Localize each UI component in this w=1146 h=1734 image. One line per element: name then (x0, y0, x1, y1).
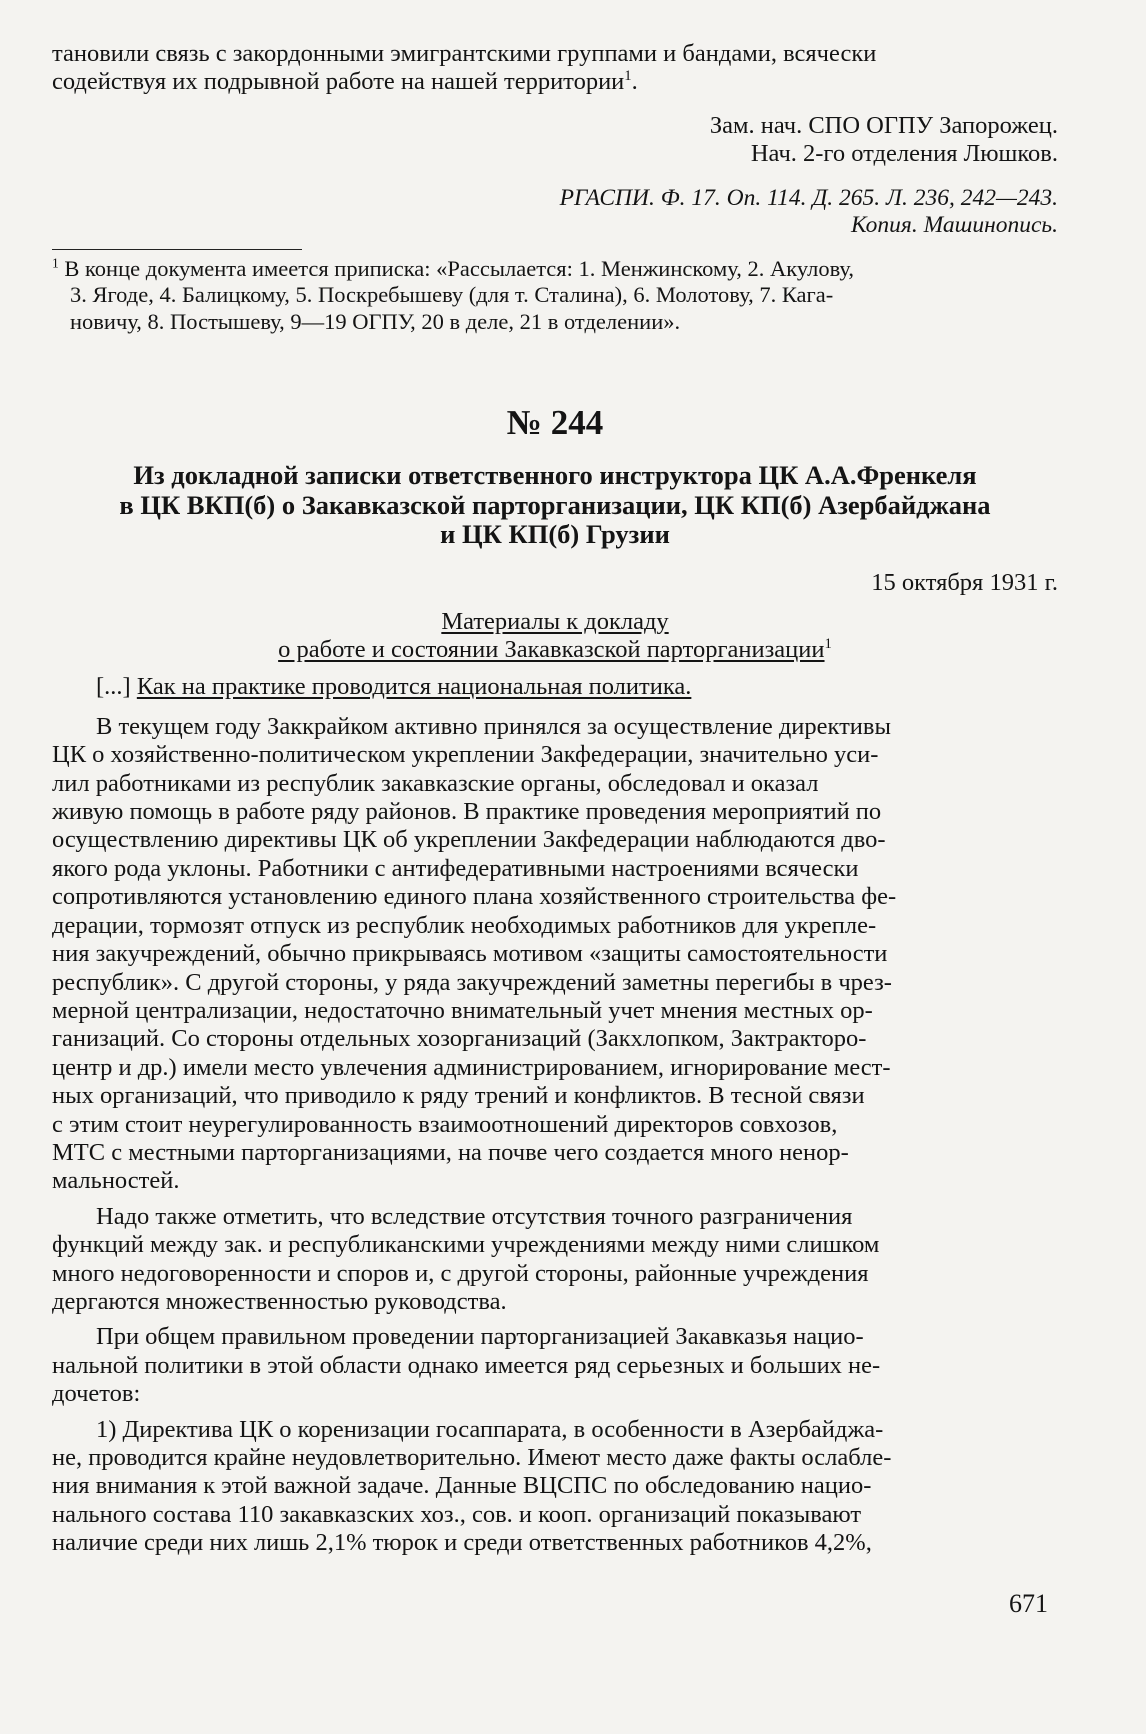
paragraph-line: республик». С другой стороны, у ряда закучреждений заметны перегибы в чрез- (52, 968, 892, 996)
paragraph-line: функций между зак. и республиканскими учреждениями между ними слишком (52, 1231, 880, 1259)
document-title-line-2: в ЦК ВКП(б) о Закавказской парторганизации, ЦК КП(б) Азербайджана (119, 489, 991, 520)
document-subtitle (52, 608, 1058, 665)
subtitle-footnote-mark: 1 (824, 635, 832, 652)
paragraph-line: сопротивляются установлению единого плана хозяйственного строительства фе- (52, 883, 897, 911)
subtitle-line-2: о работе и состоянии Закавказской парторганизации (278, 636, 825, 664)
paragraph-line: МТС с местными парторганизациями, на почве чего создается много ненор- (52, 1138, 849, 1166)
archive-reference (52, 185, 1058, 239)
paragraph-line: ния внимания к этой важной задаче. Данные ВЦСПС по обследованию нацио- (52, 1472, 872, 1500)
paragraph-line: наличие среди них лишь 2,1% тюрок и среди ответственных работников 4,2%, (52, 1529, 872, 1557)
paragraph-line: дерации, тормозят отпуск из республик необходимых работников для укрепле- (52, 911, 877, 939)
archive-source: РГАСПИ. Ф. 17. Оп. 114. Д. 265. Л. 236, 242—243. (559, 184, 1058, 211)
footnote-divider (52, 249, 302, 250)
subtitle-line-1: Материалы к докладу (441, 607, 669, 635)
paragraph-line: центр и др.) имели место увлечения администрированием, игнорирование мест- (52, 1053, 891, 1081)
paragraph-line: не, проводится крайне неудовлетворительно. Имеют место даже факты ослабле- (52, 1444, 892, 1471)
paragraph-line: 1) Директива ЦК о коренизации госаппарата, в особенности в Азербайджа- (96, 1415, 884, 1443)
paragraph-3 (52, 1323, 1058, 1408)
document-title (52, 461, 1058, 550)
paragraph-line: ных организаций, что приводило к ряду трений и конфликтов. В тесной связи (52, 1082, 865, 1110)
footnote-marker: 1 (52, 255, 59, 271)
footnote-line-3: новичу, 8. Постышеву, 9—19 ОГПУ, 20 в деле, 21 в отделении». (70, 308, 681, 334)
paragraph-1 (52, 713, 1058, 1196)
paragraph-line: ЦК о хозяйственно-политическом укреплении Закфедерации, значительно уси- (52, 741, 879, 769)
top-paragraph-line-2: содействуя их подрывной работе на нашей территории$^1$. (52, 68, 638, 96)
document-date: 15 октября 1931 г. (871, 568, 1058, 596)
paragraph-line: много недоговоренности и споров и, с другой стороны, районные учреждения (52, 1259, 869, 1287)
archive-type: Копия. Машинопись. (850, 211, 1058, 238)
paragraph-line: осуществлению директивы ЦК об укреплении Закфедерации наблюдаются дво- (52, 826, 886, 854)
section-heading-text: Как на практике проводится национальная политика. (136, 673, 692, 701)
paragraph-line: ганизаций. Со стороны отдельных хозорганизаций (Закхлопком, Зактракторо- (52, 1025, 867, 1053)
paragraph-line: нального состава 110 закавказских хоз., сов. и кооп. организаций показывают (52, 1500, 862, 1528)
paragraph-line: Надо также отметить, что вследствие отсутствия точного разграничения (96, 1202, 853, 1230)
footnote-mark: 1 (624, 68, 632, 85)
document-title-line-3: и ЦК КП(б) Грузии (440, 519, 670, 550)
omission-mark: [...] (96, 673, 131, 701)
paragraph-2 (52, 1203, 1058, 1317)
top-paragraph (52, 40, 1058, 97)
page-number: 671 (1009, 1589, 1048, 1618)
paragraph-line: с этим стоит неурегулированность взаимоотношений директоров совхозов, (52, 1110, 838, 1138)
paragraph-line: При общем правильном проведении парторганизацией Закавказья нацио- (96, 1323, 864, 1351)
paragraph-line: В текущем году Заккрайком активно принялся за осуществление директивы (96, 712, 891, 740)
paragraph-line: лил работниками из республик закавказские органы, обследовал и оказал (52, 769, 819, 797)
paragraph-line: нальной политики в этой области однако имеется ряд серьезных и больших не- (52, 1351, 881, 1379)
footnote-line-2: 3. Ягоде, 4. Балицкому, 5. Поскребышеву (для т. Сталина), 6. Молотову, 7. Кага- (70, 282, 834, 308)
signature-deputy: Зам. нач. СПО ОГПУ Запорожец. (709, 111, 1058, 139)
paragraph-line: живую помощь в работе ряду районов. В практике проведения мероприятий по (52, 798, 882, 826)
signatures (52, 112, 1058, 169)
paragraph-4 (52, 1416, 1058, 1558)
document-title-line-1: Из докладной записки ответственного инструктора ЦК А.А.Френкеля (133, 460, 977, 491)
top-paragraph-line-1: тановили связь с закордонными эмигрантскими группами и бандами, всячески (52, 40, 877, 67)
paragraph-line: якого рода уклоны. Работники с антифедеративными настроениями всячески (52, 854, 859, 882)
paragraph-line: мальностей. (52, 1167, 180, 1195)
signature-chief: Нач. 2-го отделения Люшков. (750, 140, 1058, 168)
section-heading (52, 673, 1058, 701)
paragraph-line: мерной централизации, недостаточно внимательный учет мнения местных ор- (52, 996, 873, 1024)
paragraph-line: ния закучреждений, обычно прикрываясь мотивом «защиты самостоятельности (52, 940, 888, 968)
footnote (52, 256, 1058, 336)
paragraph-line: дергаются множественностью руководства. (52, 1287, 507, 1315)
paragraph-line: дочетов: (52, 1380, 141, 1408)
document-number: № 244 (506, 403, 604, 443)
footnote-line-1: $^1$ В конце документа имеется приписка: «Рассылается: 1. Менжинскому, 2. Акулову, (52, 255, 855, 281)
